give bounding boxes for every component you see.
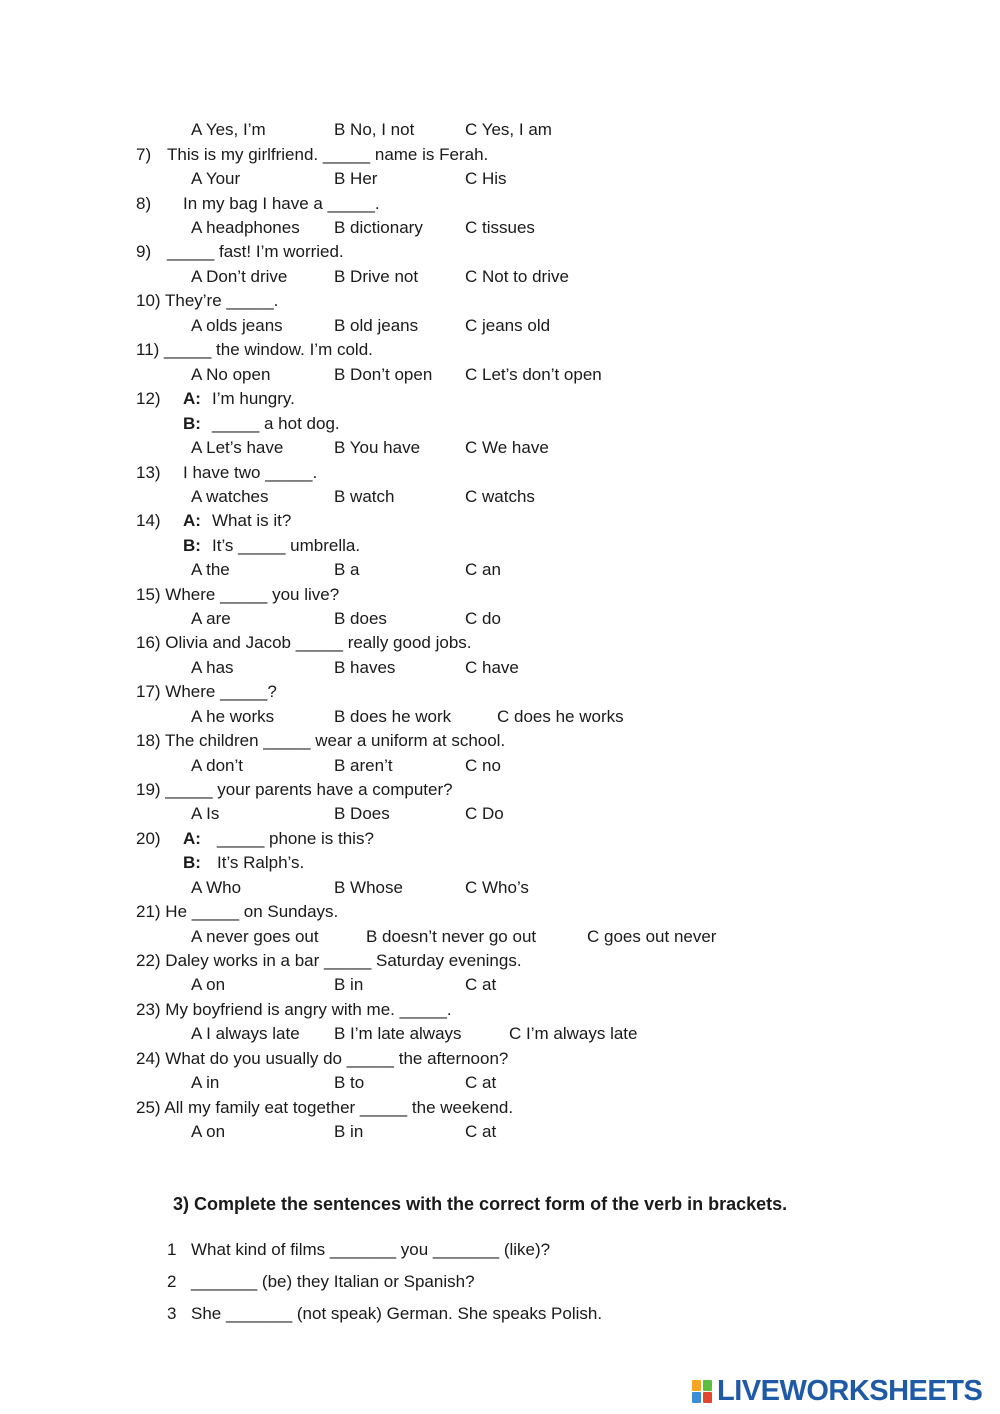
q25-option-a: A on: [191, 1122, 226, 1141]
q20-speaker-a: A:: [183, 829, 201, 848]
s3-item-3-text: She _______ (not speak) German. She speaks Polish.: [191, 1304, 603, 1323]
s3-item-1-text: What kind of films _______ you _______ (like)?: [191, 1240, 551, 1259]
q21-option-b: B doesn’t never go out: [366, 927, 537, 946]
q13-number: 13): [136, 463, 161, 482]
q20-option-b: B Whose: [334, 878, 403, 897]
q23-option-b: B I’m late always: [334, 1024, 462, 1043]
q11-option-c: C Let’s don’t open: [465, 365, 602, 384]
q7-option-c: C His: [465, 169, 507, 188]
q13-option-c: C watchs: [465, 487, 535, 506]
q25-text: 25) All my family eat together _____ the weekend.: [136, 1098, 514, 1117]
q16-option-b: B haves: [334, 658, 396, 677]
q14-option-a: A the: [191, 560, 230, 579]
q6-option-c: C Yes, I am: [465, 120, 552, 139]
q19-text: 19) _____ your parents have a computer?: [136, 780, 453, 799]
q12-number: 12): [136, 389, 161, 408]
q21-option-a: A never goes out: [191, 927, 319, 946]
q11-text: 11) _____ the window. I’m cold.: [136, 340, 373, 359]
q12-speaker-b: B:: [183, 414, 201, 433]
q18-option-c: C no: [465, 756, 501, 775]
q13-option-b: B watch: [334, 487, 395, 506]
q10-option-a: A olds jeans: [191, 316, 283, 335]
q12-speaker-a: A:: [183, 389, 201, 408]
q19-option-b: B Does: [334, 804, 390, 823]
q12-option-c: C We have: [465, 438, 549, 457]
q7-number: 7): [136, 145, 152, 164]
q14-option-c: C an: [465, 560, 501, 579]
q24-option-a: A in: [191, 1073, 220, 1092]
q16-text: 16) Olivia and Jacob _____ really good jobs.: [136, 633, 472, 652]
q22-text: 22) Daley works in a bar _____ Saturday evenings.: [136, 951, 522, 970]
q18-option-a: A don’t: [191, 756, 243, 775]
section-3-title: 3) Complete the sentences with the correct form of the verb in brackets.: [173, 1194, 788, 1214]
q18-option-b: B aren’t: [334, 756, 393, 775]
q10-option-c: C jeans old: [465, 316, 551, 335]
q10-text: 10) They’re _____.: [136, 291, 279, 310]
q7-option-b: B Her: [334, 169, 378, 188]
q14-number: 14): [136, 511, 161, 530]
q22-option-b: B in: [334, 975, 364, 994]
liveworksheets-logo: [692, 1374, 982, 1408]
q12-option-b: B You have: [334, 438, 421, 457]
q14-option-b: B a: [334, 560, 360, 579]
q20-line-b: It’s Ralph’s.: [217, 853, 305, 872]
s3-item-2-number: 2: [167, 1272, 177, 1291]
q11-option-a: A No open: [191, 365, 271, 384]
q7-text: This is my girlfriend. _____ name is Ferah.: [167, 145, 489, 164]
q23-text: 23) My boyfriend is angry with me. _____.: [136, 1000, 452, 1019]
q16-option-a: A has: [191, 658, 234, 677]
q15-option-c: C do: [465, 609, 501, 628]
liveworksheets-logo-icon: [692, 1378, 714, 1404]
q8-text: In my bag I have a _____.: [183, 194, 380, 213]
q10-option-b: B old jeans: [334, 316, 419, 335]
q23-option-c: C I’m always late: [509, 1024, 638, 1043]
q19-option-a: A Is: [191, 804, 220, 823]
q6-option-b: B No, I not: [334, 120, 415, 139]
q12-option-a: A Let’s have: [191, 438, 284, 457]
q13-text: I have two _____.: [183, 463, 318, 482]
q14-line-b: It’s _____ umbrella.: [212, 536, 361, 555]
q12-line-b: _____ a hot dog.: [212, 414, 340, 433]
s3-item-3-number: 3: [167, 1304, 177, 1323]
q17-text: 17) Where _____?: [136, 682, 277, 701]
s3-item-1-number: 1: [167, 1240, 177, 1259]
s3-item-2-text: _______ (be) they Italian or Spanish?: [191, 1272, 475, 1291]
q25-option-c: C at: [465, 1122, 497, 1141]
q6-option-a: A Yes, I’m: [191, 120, 266, 139]
q17-option-c: C does he works: [497, 707, 624, 726]
q24-text: 24) What do you usually do _____ the afternoon?: [136, 1049, 509, 1068]
q22-option-c: C at: [465, 975, 497, 994]
q7-option-a: A Your: [191, 169, 241, 188]
q21-option-c: C goes out never: [587, 927, 717, 946]
q23-option-a: A I always late: [191, 1024, 300, 1043]
q20-number: 20): [136, 829, 161, 848]
q14-speaker-b: B:: [183, 536, 201, 555]
q8-option-b: B dictionary: [334, 218, 423, 237]
q15-option-b: B does: [334, 609, 387, 628]
q11-option-b: B Don’t open: [334, 365, 433, 384]
q9-option-c: C Not to drive: [465, 267, 569, 286]
q9-option-b: B Drive not: [334, 267, 419, 286]
q18-text: 18) The children _____ wear a uniform at school.: [136, 731, 506, 750]
q17-option-a: A he works: [191, 707, 275, 726]
q25-option-b: B in: [334, 1122, 364, 1141]
q14-speaker-a: A:: [183, 511, 201, 530]
q15-text: 15) Where _____ you live?: [136, 585, 340, 604]
q20-option-c: C Who’s: [465, 878, 529, 897]
q17-option-b: B does he work: [334, 707, 452, 726]
q20-line-a: _____ phone is this?: [217, 829, 374, 848]
q8-option-a: A headphones: [191, 218, 300, 237]
q24-option-b: B to: [334, 1073, 365, 1092]
q22-option-a: A on: [191, 975, 226, 994]
q15-option-a: A are: [191, 609, 231, 628]
q20-speaker-b: B:: [183, 853, 201, 872]
q21-text: 21) He _____ on Sundays.: [136, 902, 339, 921]
q8-number: 8): [136, 194, 152, 213]
q9-option-a: A Don’t drive: [191, 267, 288, 286]
q12-line-a: I’m hungry.: [212, 389, 295, 408]
q24-option-c: C at: [465, 1073, 497, 1092]
q20-option-a: A Who: [191, 878, 242, 897]
q13-option-a: A watches: [191, 487, 269, 506]
liveworksheets-logo-text: LIVEWORKSHEETS: [717, 1375, 983, 1407]
q16-option-c: C have: [465, 658, 519, 677]
q8-option-c: C tissues: [465, 218, 535, 237]
q19-option-c: C Do: [465, 804, 504, 823]
q14-line-a: What is it?: [212, 511, 292, 530]
q9-text: _____ fast! I’m worried.: [167, 242, 344, 261]
q9-number: 9): [136, 242, 152, 261]
